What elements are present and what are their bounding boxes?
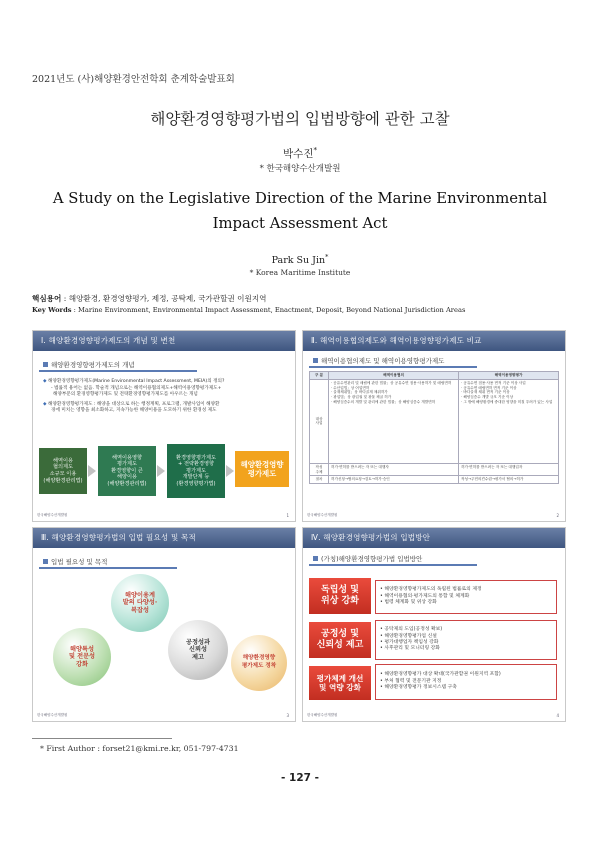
slide-1-subheading-text: 해양환경영향평가제도의 개념 [51, 361, 135, 369]
slide-1-bullet-2-text: 해양환경영향평가제도 : 해양을 대상으로 하는 행정계획, 프로그램, 개발사업이 해양환 [48, 401, 220, 407]
diamond-bullet-icon: ◆ [43, 379, 47, 384]
list-item: • 해역이용협의·평가제도의 통합 및 체계화 [380, 593, 470, 599]
subheading-marker-icon [43, 362, 48, 367]
table-cell: 허가신청→협의요청→검토→허가·승인 [329, 476, 459, 484]
slide-3-subheading [39, 556, 177, 569]
slide-2-heading: Ⅱ. 해역이용협의제도와 해역이용영향평가제도 비교 [303, 331, 565, 351]
table-row-label: 작성 주체 [310, 463, 329, 476]
flow-box-1: 해역이용 협의제도 소규모 이용 (해양환경관리법) [39, 448, 87, 494]
slide-4 [302, 527, 566, 722]
flow-box-3: 환경영향평가제도 + 전략환경영향 평가제도 개발단계 등 (환경영향평가법) [167, 444, 225, 498]
list-item: • 해양환경영향평가 대상 확대(국가관할권 이원지역 포함) [380, 672, 501, 678]
plan-items-capacity [375, 664, 557, 700]
list-item: • 해양환경영향평가제도의 독립된 법률로의 제정 [380, 587, 482, 593]
keywords-korean [32, 293, 267, 304]
author-mark: * [313, 146, 317, 155]
slide-3-heading: Ⅲ. 해양환경영향평가법의 입법 필요성 및 목적 [33, 528, 295, 548]
flow-result-box: 해양환경영향 평가제도 [235, 451, 289, 487]
list-item: • 해양환경영향평가 정보시스템 구축 [380, 685, 457, 691]
list-item: • 공탁제의 도입(공정성 확보) [380, 627, 443, 633]
circle-expertise: 해양특성 및 전문성 강화 [53, 628, 111, 686]
table-row [310, 476, 559, 484]
slide-2-subheading [309, 355, 477, 368]
table-cell: 작성→주민의견수렴→평가서 협의→허가 [459, 476, 559, 484]
slide-3-page: 3 [286, 713, 289, 718]
plan-items-fairness [375, 620, 557, 660]
table-cell: 허가·면허를 받으려는 자 또는 대행자 [329, 463, 459, 476]
plan-label-capacity: 평가체계 개선 및 역량 강화 [309, 666, 371, 700]
affiliation-english: * Korea Maritime Institute [249, 268, 351, 277]
slide-1-body [43, 379, 289, 415]
slide-2-footer: 한국해양수산개발원 [307, 513, 338, 517]
table-header-cell: 해역이용영향평가 [459, 372, 559, 380]
table-row [310, 463, 559, 476]
arrow-right-icon [157, 465, 165, 477]
paper-title-english-line1: A Study on the Legislative Direction of the Marine Environmental [52, 190, 548, 207]
author-english [0, 253, 600, 266]
affiliation-korean: * 한국해양수산개발원 [259, 164, 341, 174]
list-item: • 부처 협력 및 전문기관 지정 [380, 678, 442, 684]
list-item-text: 해양환경영향평가업 신설 [384, 633, 437, 639]
arrow-right-icon [226, 465, 234, 477]
slide-2 [302, 330, 566, 522]
slide-3-footer: 한국해양수산개발원 [37, 713, 68, 717]
flow-box-2: 해역이용영향 평가제도 환경영향이 큰 해양이용 (해양환경관리법) [98, 446, 156, 496]
subheading-marker-icon [43, 559, 48, 564]
table-header-row [310, 372, 559, 380]
table-header-cell: 해역이용협의 [329, 372, 459, 380]
slide-4-page: 4 [556, 713, 559, 718]
subheading-marker-icon [313, 556, 318, 561]
list-item-text: 부처 협력 및 전문기관 지정 [384, 678, 442, 684]
slide-1-page: 1 [286, 513, 289, 518]
footnote: * First Author : forset21@kmi.re.kr, 051-797-4731 [40, 744, 239, 753]
slide-1-footer: 한국해양수산개발원 [37, 513, 68, 517]
list-item-text: 법령 체계화 및 위상 강화 [384, 600, 437, 606]
slide-1-bullet-2b: 경에 미치는 영향을 최소화하고, 지속가능한 해양이용을 도모하기 위한 환경성 제도 [51, 408, 217, 414]
slide-1 [32, 330, 296, 522]
keywords-en-text: : Marine Environment, Environmental Impact Assessment, Enactment, Deposit, Beyond National Jurisdiction Areas [73, 306, 466, 314]
conference-name: 2021년도 (사)해양환경안전학회 춘계학술발표회 [32, 74, 235, 85]
slide-1-bullet-1b: 해양부문의 환경영향평가제도 및 전략환경영향평가제도를 아우르는 개념 [53, 392, 198, 398]
list-item-text: 평가대행업자 책임성 강화 [384, 640, 439, 645]
table-header-cell: 구 분 [310, 372, 329, 380]
slide-2-page: 2 [556, 513, 559, 518]
slide-3-subheading-text: 입법 필요성 및 목적 [51, 558, 108, 566]
list-item-text: 사후관리 및 모니터링 강화 [384, 646, 440, 652]
list-item-text: 해양환경영향평가제도의 독립된 법률로의 제정 [384, 587, 482, 593]
footnote-rule [32, 738, 172, 739]
paper-title-english-line2: Impact Assessment Act [212, 215, 388, 232]
list-item-text: 해양환경영향평가 대상 확대(국가관할권 이원지역 포함) [384, 672, 501, 678]
slide-1-bullet-1 [43, 379, 289, 386]
comparison-table [309, 371, 559, 484]
author-korean [0, 146, 600, 161]
slide-2-subheading-text: 해역이용협의제도 및 해역이용영향평가제도 [321, 357, 445, 365]
page-number: - 127 - [281, 772, 319, 784]
list-item-text: 해양환경영향평가 정보시스템 구축 [384, 685, 457, 691]
slide-3 [32, 527, 296, 722]
paper-title-korean: 해양환경영향평가법의 입법방향에 관한 고찰 [150, 110, 450, 128]
table-row-label: 절차 [310, 476, 329, 484]
list-item: • 해양환경영향평가업 신설 [380, 633, 437, 639]
list-item-text: 공탁제의 도입(공정성 확보) [384, 627, 443, 633]
author-name-ko: 박수진 [283, 148, 314, 160]
circle-fairness: 공정성과 신뢰성 제고 [168, 620, 228, 680]
plan-label-fairness: 공정성 및 신뢰성 제고 [309, 622, 371, 658]
subheading-marker-icon [313, 358, 318, 363]
slide-1-bullet-1a: - 법률적 용어는 없음. 학술적 개념으로는 해역이용협의제도+해역이용영향평가제도+ [51, 385, 222, 391]
arrow-right-icon [88, 465, 96, 477]
author-name-en: Park Su Jin [271, 255, 326, 267]
author-mark-en: * [325, 253, 329, 261]
slide-1-subheading [39, 359, 197, 372]
slide-4-footer: 한국해양수산개발원 [307, 713, 338, 717]
list-item-text: 해역이용협의·평가제도의 통합 및 체계화 [384, 593, 470, 599]
keywords-en-label: Key Words [32, 306, 72, 314]
keywords-ko-label: 핵심용어 [32, 294, 62, 303]
slide-1-bullet-1-text: 해양환경영향평가제도(Marine Environmental Impact Assessment, MEIA)의 정의? [48, 379, 225, 384]
plan-label-independence: 독립성 및 위상 강화 [309, 578, 371, 614]
slide-4-subheading-text: (가칭)해양환경영향평가법 입법방안 [321, 555, 423, 563]
plan-items-independence [375, 580, 557, 614]
circle-diversity: 해양이용계 발의 다양성· 복잡성 [111, 574, 169, 632]
table-cell: 허가·면허를 받으려는 자 또는 대행업자 [459, 463, 559, 476]
slide-4-heading: Ⅳ. 해양환경영향평가법의 입법방안 [303, 528, 565, 548]
list-item: • 법령 체계화 및 위상 강화 [380, 600, 437, 606]
slide-1-heading: Ⅰ. 해양환경영향평가제도의 개념 및 변천 [33, 331, 295, 351]
list-item: • 사후관리 및 모니터링 강화 [380, 646, 440, 652]
keywords-english [32, 306, 465, 314]
circle-establish: 해양환경영향 평가제도 정착 [231, 635, 287, 691]
list-item: • 평가대행업자 책임성 강화 [380, 640, 439, 645]
slide-4-subheading [309, 553, 477, 566]
table-row-label: 대상 사업 [310, 379, 329, 463]
table-cell: · 공유수면관리 및 매립에 관한 법률」상 공유수면 점용·사용허가 및 매립면허 · 수산업법」상 어업면허 · 골재채취법」상 바다골재 채취허가 · 광업법」상 광업권 및 광물 채굴 허가 · 해양심층수의 개발 및 관리에 관한 법률」상 해양심층수 개발면허 [329, 379, 459, 463]
diamond-bullet-icon: ◆ [43, 401, 47, 407]
keywords-ko-text: : 해양환경, 환경영향평가, 제정, 공탁제, 국가관할권 이원지역 [63, 294, 267, 303]
table-cell: · 공유수면 점용·사용 면적 기준 이상 사업 · 공유수면 매립면허 면적 기준 이상 · 바다골재 채취 면적 기준 이상 · 해양심층수 개발 규모 기준 이상 · 그 밖에 해양환경에 중대한 영향을 미칠 우려가 있는 사업 [459, 379, 559, 463]
table-row [310, 379, 559, 463]
